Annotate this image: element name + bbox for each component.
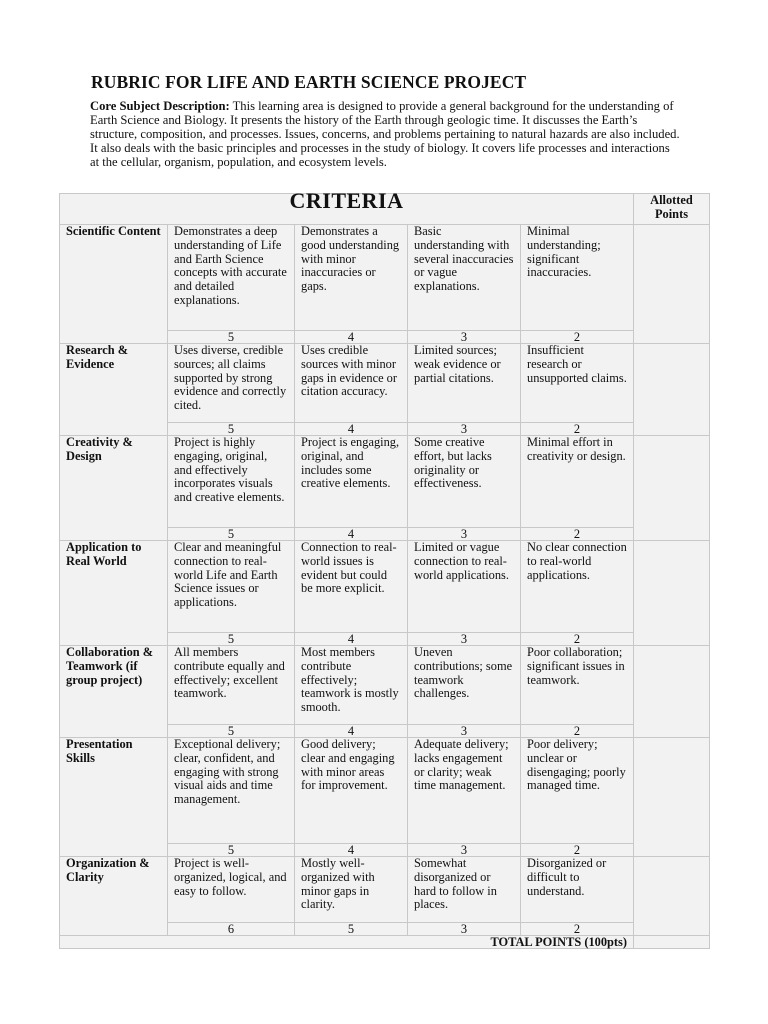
score-value: 4 <box>295 844 408 857</box>
score-value: 5 <box>168 331 295 344</box>
score-value: 2 <box>521 633 634 646</box>
score-value: 3 <box>408 331 521 344</box>
score-value: 3 <box>408 528 521 541</box>
criterion-name: Creativity & Design <box>60 436 168 541</box>
level-description: Some creative effort, but lacks originality or effectiveness. <box>408 436 521 528</box>
score-value: 5 <box>295 923 408 936</box>
criterion-row <box>60 225 710 331</box>
total-row <box>60 936 710 949</box>
level-description: Minimal understanding; significant inaccuracies. <box>521 225 634 331</box>
level-description: Exceptional delivery; clear, confident, and engaging with strong visual aids and time management. <box>168 738 295 844</box>
allotted-points-cell <box>634 225 710 344</box>
criterion-name: Research & Evidence <box>60 344 168 436</box>
level-description: Uneven contributions; some teamwork challenges. <box>408 646 521 725</box>
criterion-row <box>60 344 710 423</box>
description-text: This learning area is designed to provide a general background for the understanding of Earth Science and Biology. It presents the history of the Earth through geologic time. It discusses the Earth’s structure, composition, and processes. Issues, concerns, and problems pertaining to natural hazards are also included. It also deals with the basic principles and processes in the study of biology. It covers life processes and interactions at the cellular, organism, population, and ecosystem levels. <box>90 99 680 169</box>
allotted-points-cell <box>634 857 710 936</box>
level-description: Uses credible sources with minor gaps in evidence or citation accuracy. <box>295 344 408 423</box>
criteria-header: CRITERIA <box>60 194 634 225</box>
allotted-points-header: Allotted Points <box>634 194 710 225</box>
level-description: Mostly well-organized with minor gaps in clarity. <box>295 857 408 923</box>
header-row <box>60 194 710 225</box>
criterion-name: Collaboration & Teamwork (if group project) <box>60 646 168 738</box>
criterion-row <box>60 646 710 725</box>
score-value: 6 <box>168 923 295 936</box>
score-value: 2 <box>521 423 634 436</box>
allotted-points-cell <box>634 646 710 738</box>
criterion-row <box>60 738 710 844</box>
score-value: 5 <box>168 725 295 738</box>
score-value: 2 <box>521 844 634 857</box>
score-value: 4 <box>295 423 408 436</box>
score-value: 3 <box>408 633 521 646</box>
score-value: 5 <box>168 633 295 646</box>
score-value: 2 <box>521 725 634 738</box>
allotted-points-cell <box>634 344 710 436</box>
criterion-row <box>60 857 710 923</box>
score-value: 5 <box>168 844 295 857</box>
level-description: Poor collaboration; significant issues in teamwork. <box>521 646 634 725</box>
criterion-name: Organization & Clarity <box>60 857 168 936</box>
level-description: Limited or vague connection to real-world applications. <box>408 541 521 633</box>
score-value: 4 <box>295 528 408 541</box>
score-value: 2 <box>521 331 634 344</box>
level-description: Connection to real-world issues is evident but could be more explicit. <box>295 541 408 633</box>
score-value: 2 <box>521 923 634 936</box>
score-value: 4 <box>295 331 408 344</box>
total-points-cell <box>634 936 710 949</box>
criterion-name: Scientific Content <box>60 225 168 344</box>
level-description: Project is highly engaging, original, and effectively incorporates visuals and creative elements. <box>168 436 295 528</box>
level-description: Good delivery; clear and engaging with minor areas for improvement. <box>295 738 408 844</box>
level-description: Disorganized or difficult to understand. <box>521 857 634 923</box>
level-description: Clear and meaningful connection to real-world Life and Earth Science issues or applications. <box>168 541 295 633</box>
level-description: All members contribute equally and effectively; excellent teamwork. <box>168 646 295 725</box>
score-value: 3 <box>408 725 521 738</box>
level-description: Adequate delivery; lacks engagement or clarity; weak time management. <box>408 738 521 844</box>
score-value: 4 <box>295 633 408 646</box>
level-description: Uses diverse, credible sources; all claims supported by strong evidence and correctly cited. <box>168 344 295 423</box>
allotted-points-cell <box>634 541 710 646</box>
level-description: Insufficient research or unsupported claims. <box>521 344 634 423</box>
total-points-label: TOTAL POINTS (100pts) <box>60 936 634 949</box>
allotted-points-cell <box>634 738 710 857</box>
criterion-row <box>60 436 710 528</box>
level-description: Most members contribute effectively; teamwork is mostly smooth. <box>295 646 408 725</box>
level-description: Demonstrates a deep understanding of Life and Earth Science concepts with accurate and detailed explanations. <box>168 225 295 331</box>
score-value: 5 <box>168 528 295 541</box>
level-description: Limited sources; weak evidence or partial citations. <box>408 344 521 423</box>
score-value: 2 <box>521 528 634 541</box>
level-description: Project is well-organized, logical, and easy to follow. <box>168 857 295 923</box>
level-description: No clear connection to real-world applications. <box>521 541 634 633</box>
level-description: Basic understanding with several inaccuracies or vague explanations. <box>408 225 521 331</box>
description-label: Core Subject Description: <box>90 99 230 113</box>
score-value: 3 <box>408 423 521 436</box>
level-description: Poor delivery; unclear or disengaging; poorly managed time. <box>521 738 634 844</box>
allotted-points-cell <box>634 436 710 541</box>
level-description: Somewhat disorganized or hard to follow in places. <box>408 857 521 923</box>
criterion-name: Application to Real World <box>60 541 168 646</box>
criterion-row <box>60 541 710 633</box>
score-value: 3 <box>408 923 521 936</box>
document-title: RUBRIC FOR LIFE AND EARTH SCIENCE PROJECT <box>91 72 527 92</box>
level-description: Demonstrates a good understanding with minor inaccuracies or gaps. <box>295 225 408 331</box>
core-subject-description <box>90 99 680 169</box>
rubric-table <box>59 188 710 949</box>
score-value: 3 <box>408 844 521 857</box>
level-description: Project is engaging, original, and includes some creative elements. <box>295 436 408 528</box>
score-value: 5 <box>168 423 295 436</box>
level-description: Minimal effort in creativity or design. <box>521 436 634 528</box>
score-value: 4 <box>295 725 408 738</box>
criterion-name: Presentation Skills <box>60 738 168 857</box>
